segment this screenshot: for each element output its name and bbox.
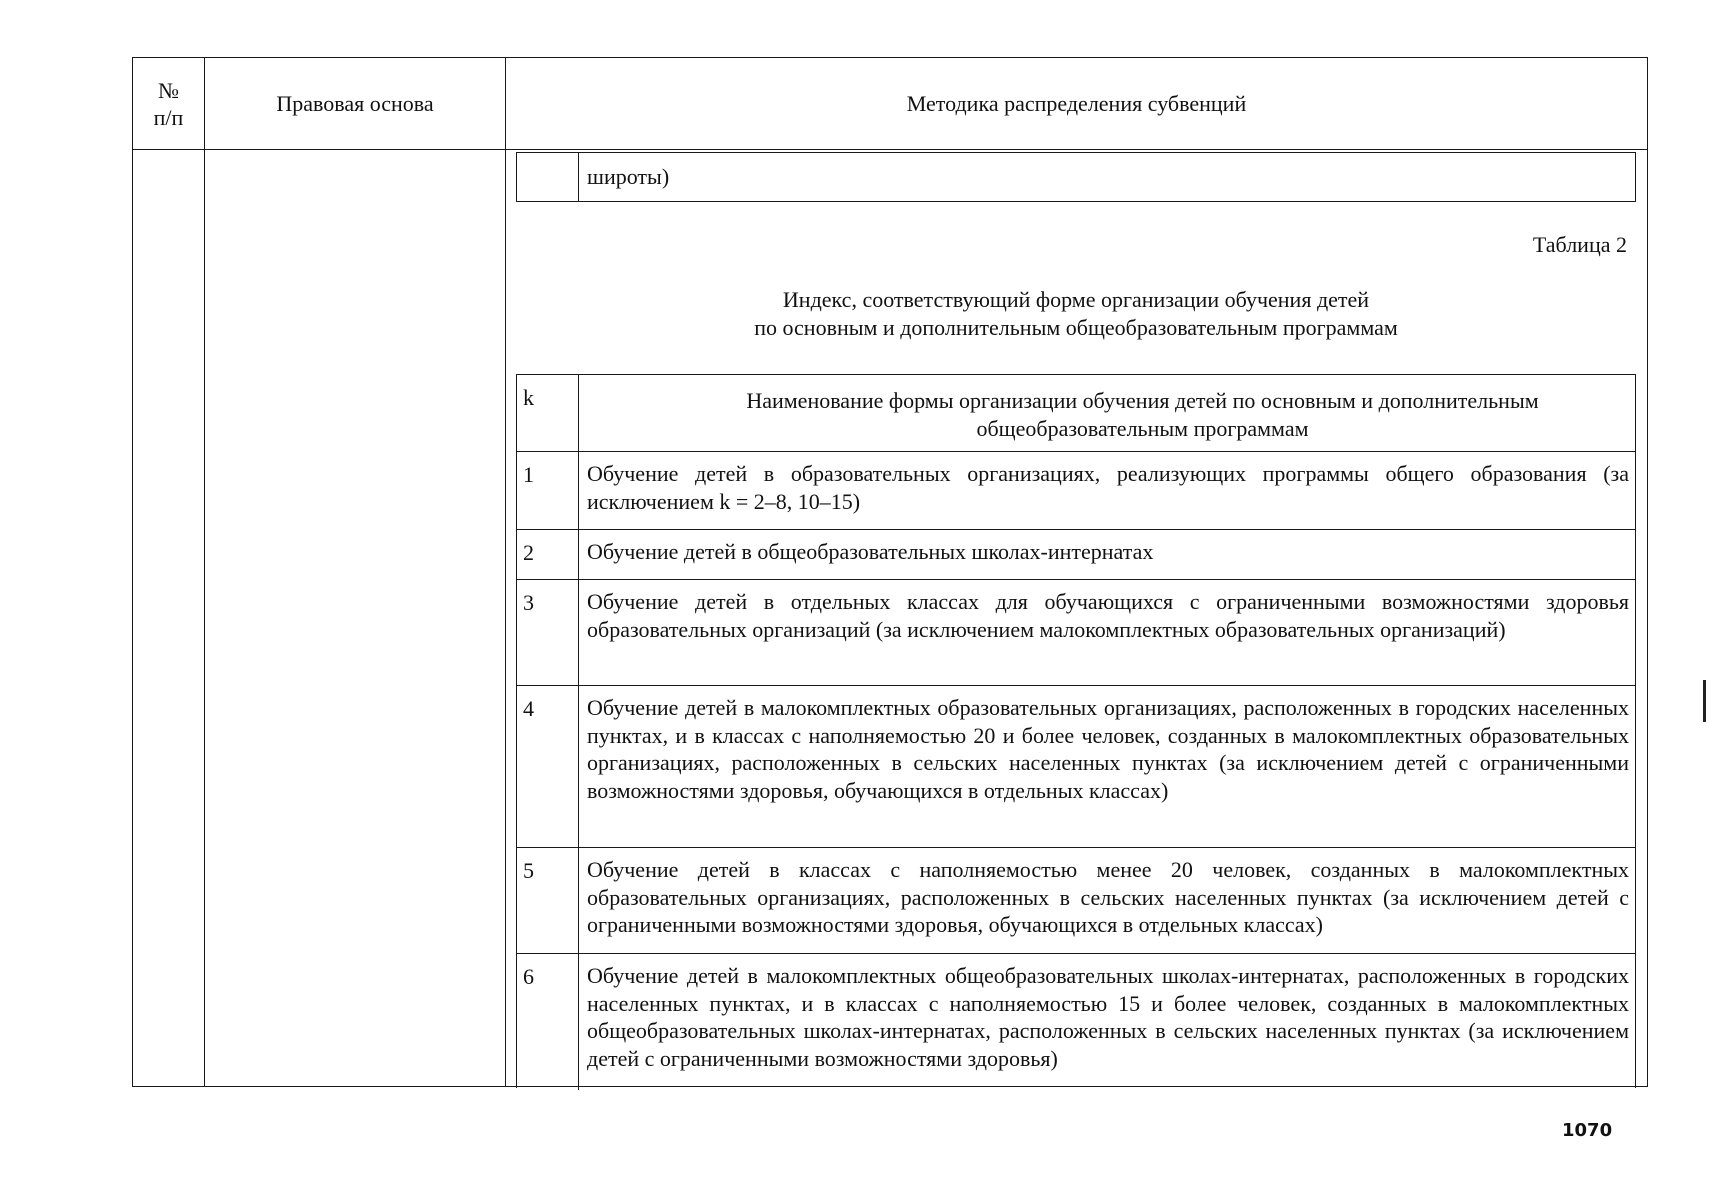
header-number: № п/п	[153, 77, 184, 130]
row-k: 4	[517, 686, 579, 848]
row-text: Обучение детей в классах с наполняемостью менее 20 человек, созданных в малокомплектных образовательных организациях, расположенных в сельских населенных пунктах (за исключением детей с ограниченными возможностями здоровья, обучающихся в отдельных классах)	[587, 857, 1629, 937]
table-caption-line2: по основным и дополнительным общеобразовательным программам	[754, 315, 1398, 340]
prev-table	[516, 152, 1636, 202]
table-row	[517, 451, 1635, 530]
table2-header-k: k	[517, 375, 579, 451]
row-k: 1	[517, 452, 579, 530]
table-row	[517, 685, 1635, 848]
table-row	[517, 847, 1635, 954]
table-row	[517, 529, 1635, 580]
row-k: 3	[517, 580, 579, 686]
table-label: Таблица 2	[1532, 232, 1627, 257]
column-divider	[505, 58, 506, 1086]
table-caption	[516, 286, 1636, 342]
page-number: 1070	[1562, 1120, 1613, 1141]
table-row	[517, 579, 1635, 686]
column-divider	[204, 58, 205, 1086]
prev-table-k-cell	[517, 153, 579, 201]
outer-table	[132, 57, 1648, 1087]
header-legal-basis: Правовая основа	[276, 91, 434, 116]
table2-header-name: Наименование формы организации обучения детей по основным и дополнительным общеобразовательным программам	[746, 388, 1539, 441]
row-text: Обучение детей в малокомплектных образовательных организациях, расположенных в городских населенных пунктах, и в классах с наполняемостью 20 и более человек, созданных в малокомплектных образовательных организациях, расположенных в сельских населенных пунктах (за исключением детей с ограниченными возможностями здоровья, обучающихся в отдельных классах)	[587, 695, 1629, 803]
prev-table-text: широты)	[587, 164, 670, 189]
row-text: Обучение детей в общеобразовательных школах-интернатах	[587, 539, 1154, 564]
row-text: Обучение детей в малокомплектных общеобразовательных школах-интернатах, расположенных в городских населенных пунктах, и в классах с наполняемостью 15 и более человек, созданных в малокомплектных общеобразовательных школах-интернатах, расположенных в сельских населенных пунктах (за исключением детей с ограниченными возможностями здоровья)	[587, 963, 1629, 1071]
table-row	[517, 953, 1635, 1090]
header-divider	[133, 149, 1647, 150]
row-text: Обучение детей в образовательных организациях, реализующих программы общего образования (за исключением k = 2–8, 10–15)	[587, 461, 1629, 514]
table2	[516, 374, 1636, 1088]
row-k: 2	[517, 530, 579, 580]
row-k: 6	[517, 954, 579, 1090]
row-text: Обучение детей в отдельных классах для обучающихся с ограниченными возможностями здоровья образовательных организаций (за исключением малокомплектных образовательных организаций)	[587, 589, 1629, 642]
table-caption-line1: Индекс, соответствующий форме организации обучения детей	[782, 287, 1370, 312]
header-methodology: Методика распределения субвенций	[906, 91, 1247, 116]
prev-table-row	[517, 153, 1635, 201]
scan-edge-mark	[1703, 680, 1706, 722]
table2-header-row	[517, 375, 1635, 451]
row-k: 5	[517, 848, 579, 954]
